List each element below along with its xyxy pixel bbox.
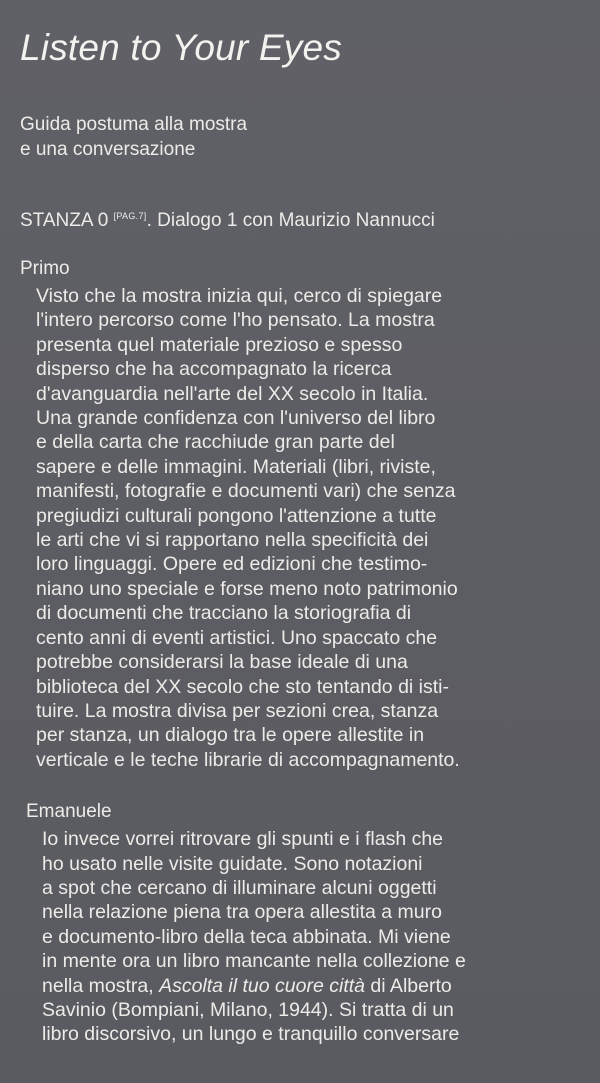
speaker-name: Emanuele	[26, 801, 112, 823]
text-line: tuire. La mostra divisa per sezioni crea, stanza	[36, 699, 439, 722]
subtitle-line: Guida postuma alla mostra	[20, 114, 248, 135]
text-line: Io invece vorrei ritrovare gli spunti e i flash che	[42, 828, 444, 851]
text-fragment: di Alberto	[365, 974, 452, 997]
text-line: ho usato nelle visite guidate. Sono notazioni	[42, 852, 423, 875]
text-line: pregiudizi culturali pongono l'attenzione a tutte	[36, 504, 437, 527]
text-line: e della carta che racchiude gran parte del	[36, 431, 395, 454]
text-line: libro discorsivo, un lungo e tranquillo conversare	[42, 1023, 460, 1046]
text-line: Una grande confidenza con l'universo del libro	[36, 407, 436, 430]
text-line: Visto che la mostra inizia qui, cerco di spiegare	[36, 285, 443, 307]
text-line: disperso che ha accompagnato la ricerca	[36, 358, 392, 381]
section-label: STANZA 0	[20, 210, 109, 231]
text-line	[42, 974, 578, 998]
text-line: a spot che cercano di illuminare alcuni oggetti	[42, 876, 437, 899]
text-line: per stanza, un dialogo tra le opere allestite in	[36, 724, 425, 747]
text-line: l'intero percorso come l'ho pensato. La mostra	[36, 309, 435, 332]
text-line: di documenti che tracciano la storiografia di	[36, 602, 412, 625]
subtitle-line: e una conversazione	[20, 139, 196, 160]
text-line: verticale e le teche librarie di accompagnamento.	[36, 748, 460, 771]
speaker-name: Primo	[20, 258, 70, 279]
document-subtitle	[20, 112, 578, 162]
text-line: e documento-libro della teca abbinata. Mi viene	[42, 925, 451, 948]
text-line: sapere e delle immagini. Materiali (libri, riviste,	[36, 455, 436, 478]
document-title: Listen to Your Eyes	[20, 27, 342, 68]
text-line: biblioteca del XX secolo che sto tentando di isti-	[36, 675, 449, 698]
section-title: . Dialogo 1 con Maurizio Nannucci	[146, 210, 435, 231]
dialogue-text	[36, 284, 578, 772]
page-reference: [PAG.7]	[113, 211, 147, 221]
text-line: cento anni di eventi artistici. Uno spaccato che	[36, 626, 438, 649]
text-line: niano uno speciale e forse meno noto patrimonio	[36, 577, 458, 600]
book-title: Ascolta il tuo cuore città	[159, 974, 365, 997]
text-fragment: nella mostra,	[42, 974, 160, 997]
text-line: in mente ora un libro mancante nella collezione e	[42, 950, 466, 973]
text-line: nella relazione piena tra opera allestita a muro	[42, 901, 442, 924]
text-line: le arti che vi si rapportano nella specificità dei	[36, 529, 429, 552]
text-line: Savinio (Bompiani, Milano, 1944). Si tratta di un	[42, 998, 454, 1021]
text-line: d'avanguardia nell'arte del XX secolo in Italia.	[36, 382, 429, 405]
text-line: potrebbe considerarsi la base ideale di una	[36, 651, 408, 674]
text-line: presenta quel materiale prezioso e spesso	[36, 333, 403, 356]
text-line: loro linguaggi. Opere ed edizioni che testimo-	[36, 553, 428, 576]
dialogue-text	[42, 827, 578, 1047]
section-heading	[20, 204, 578, 233]
text-line: manifesti, fotografie e documenti vari) che senza	[36, 480, 456, 503]
